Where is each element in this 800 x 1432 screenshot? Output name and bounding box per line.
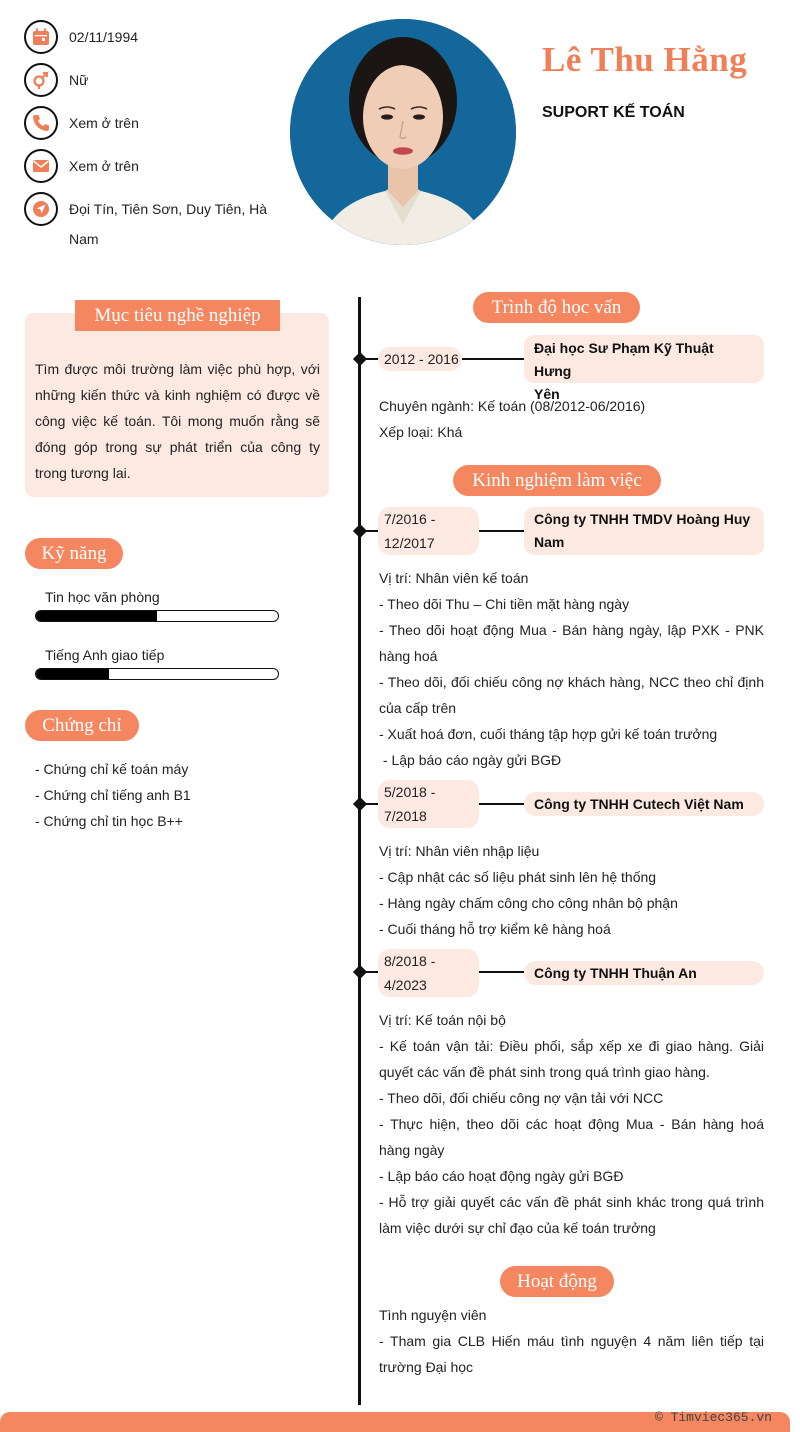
experience-heading: Kinh nghiệm làm việc: [453, 465, 661, 496]
timeline-connector: [365, 971, 379, 973]
objective-text: Tìm được môi trường làm việc phù hợp, với những kiến thức và kinh nghiệm có được về công việc kế toán. Tôi mong muốn rằng sẽ đóng góp trong sự phát triển của công ty trong tương lai.: [35, 361, 320, 481]
job-detail: Vị trí: Nhân viên kế toán: [379, 570, 529, 586]
activity-detail: Tình nguyện viên: [379, 1307, 487, 1323]
certificate-item: - Chứng chỉ tiếng anh B1: [35, 787, 191, 803]
job-date-start: 5/2018 -: [384, 784, 436, 800]
timeline-connector: [479, 971, 524, 973]
education-school: [524, 335, 764, 402]
job-details: [379, 1007, 764, 1241]
email-icon: [24, 149, 58, 183]
job-details: [379, 565, 764, 773]
job-detail: - Theo dõi, đối chiếu công nợ vận tải với NCC: [379, 1090, 664, 1106]
job-detail: - Hàng ngày chấm công cho công nhân bộ phận: [379, 895, 678, 911]
school-name-line-2: Yên: [534, 386, 560, 402]
job-company: Công ty TNHH Cutech Việt Nam: [524, 792, 764, 816]
location-icon: [24, 192, 58, 226]
contact-birthday: [24, 20, 274, 54]
address-text: [69, 192, 267, 254]
job-detail: - Theo dõi Thu – Chi tiền mặt hàng ngày: [379, 596, 630, 612]
address-line-2: Nam: [69, 231, 99, 247]
job-company: [524, 507, 764, 555]
timeline-connector: [462, 358, 524, 360]
contact-info: [24, 20, 274, 263]
candidate-name: Lê Thu Hằng: [542, 40, 748, 79]
job-detail: - Thực hiện, theo dõi các hoạt động Mua - Bán hàng hoá hàng ngày: [379, 1116, 764, 1158]
job-details: [379, 838, 764, 942]
job-date-start: 8/2018 -: [384, 953, 436, 969]
objective-heading: Mục tiêu nghề nghiệp: [75, 300, 280, 331]
job-detail: Vị trí: Kế toán nội bộ: [379, 1012, 506, 1028]
job-detail: - Kế toán vận tải: Điều phối, sắp xếp xe đi giao hàng. Giải quyết các vấn đề phát sinh trong quá trình giao hàng.: [379, 1038, 764, 1080]
candidate-position: SUPORT KẾ TOÁN: [542, 104, 685, 121]
education-details: [379, 393, 764, 445]
activities-details: [379, 1302, 764, 1380]
job-date-start: 7/2016 -: [384, 511, 436, 527]
contact-gender: [24, 63, 274, 97]
job-detail: - Xuất hoá đơn, cuối tháng tập hợp gửi kế toán trưởng: [379, 726, 718, 742]
skill-label-english: Tiếng Anh giao tiếp: [45, 647, 165, 663]
job-detail: - Cập nhật các số liệu phát sinh lên hệ thống: [379, 869, 657, 885]
job-detail: Vị trí: Nhân viên nhập liệu: [379, 843, 540, 859]
job-detail: - Lập báo cáo hoạt động ngày gửi BGĐ: [379, 1168, 624, 1184]
job-detail: - Lập báo cáo ngày gửi BGĐ: [379, 752, 562, 768]
timeline-connector: [479, 530, 524, 532]
certificates-heading: Chứng chỉ: [25, 710, 139, 741]
job-company: Công ty TNHH Thuận An: [524, 961, 764, 985]
job-date-end: 12/2017: [384, 535, 435, 551]
gender-text: Nữ: [69, 72, 89, 88]
calendar-icon: [24, 20, 58, 54]
company-name-line-2: Nam: [534, 534, 565, 550]
address-line-1: Đọi Tín, Tiên Sơn, Duy Tiên, Hà: [69, 201, 268, 217]
activities-heading: Hoạt động: [500, 1266, 614, 1297]
phone-text: Xem ở trên: [69, 115, 139, 131]
timeline-connector: [365, 803, 379, 805]
job-detail: - Theo dõi, đối chiếu công nợ khách hàng, NCC theo chỉ định của cấp trên: [379, 674, 764, 716]
education-major: Chuyên ngành: Kế toán (08/2012-06/2016): [379, 398, 646, 414]
profile-photo: [290, 19, 516, 245]
job-detail: - Cuối tháng hỗ trợ kiểm kê hàng hoá: [379, 921, 611, 937]
contact-address: [24, 192, 274, 254]
certificate-item: - Chứng chỉ kế toán máy: [35, 761, 189, 777]
phone-icon: [24, 106, 58, 140]
timeline-line: [358, 297, 361, 1405]
school-name-line-1: Đại học Sư Phạm Kỹ Thuật Hưng: [534, 340, 714, 379]
contact-email: [24, 149, 274, 183]
footer-watermark: © Timviec365.vn: [654, 1410, 772, 1425]
timeline-connector: [365, 358, 379, 360]
skill-label-office: Tin học văn phòng: [45, 589, 160, 605]
skills-heading: Kỹ năng: [25, 538, 123, 569]
job-date-end: 4/2023: [384, 977, 427, 993]
certificates-list: [35, 756, 191, 834]
certificate-item: - Chứng chỉ tin học B++: [35, 813, 183, 829]
skill-bar-english: [35, 668, 279, 680]
job-date: [378, 507, 479, 555]
birthday-text: 02/11/1994: [69, 29, 139, 45]
education-date: 2012 - 2016: [378, 347, 462, 371]
timeline-connector: [365, 530, 379, 532]
job-date-end: 7/2018: [384, 808, 427, 824]
job-detail: - Hỗ trợ giải quyết các vấn đề phát sinh khác trong quá trình làm việc dưới sự chỉ đạo của kế toán trưởng: [379, 1194, 764, 1236]
education-grade: Xếp loại: Khá: [379, 424, 463, 440]
skill-bar-office: [35, 610, 279, 622]
gender-icon: [24, 63, 58, 97]
job-date: [378, 949, 479, 997]
contact-phone: [24, 106, 274, 140]
skill-fill-english: [36, 669, 109, 679]
email-text: Xem ở trên: [69, 158, 139, 174]
job-date: [378, 780, 479, 828]
education-heading: Trình độ học vấn: [473, 292, 640, 323]
timeline-connector: [479, 803, 524, 805]
activity-detail: - Tham gia CLB Hiến máu tình nguyện 4 năm liên tiếp tại trường Đại học: [379, 1333, 764, 1375]
skill-fill-office: [36, 611, 157, 621]
job-detail: - Theo dõi hoạt động Mua - Bán hàng ngày, lập PXK - PNK hàng hoá: [379, 622, 764, 664]
company-name-line-1: Công ty TNHH TMDV Hoàng Huy: [534, 511, 751, 527]
